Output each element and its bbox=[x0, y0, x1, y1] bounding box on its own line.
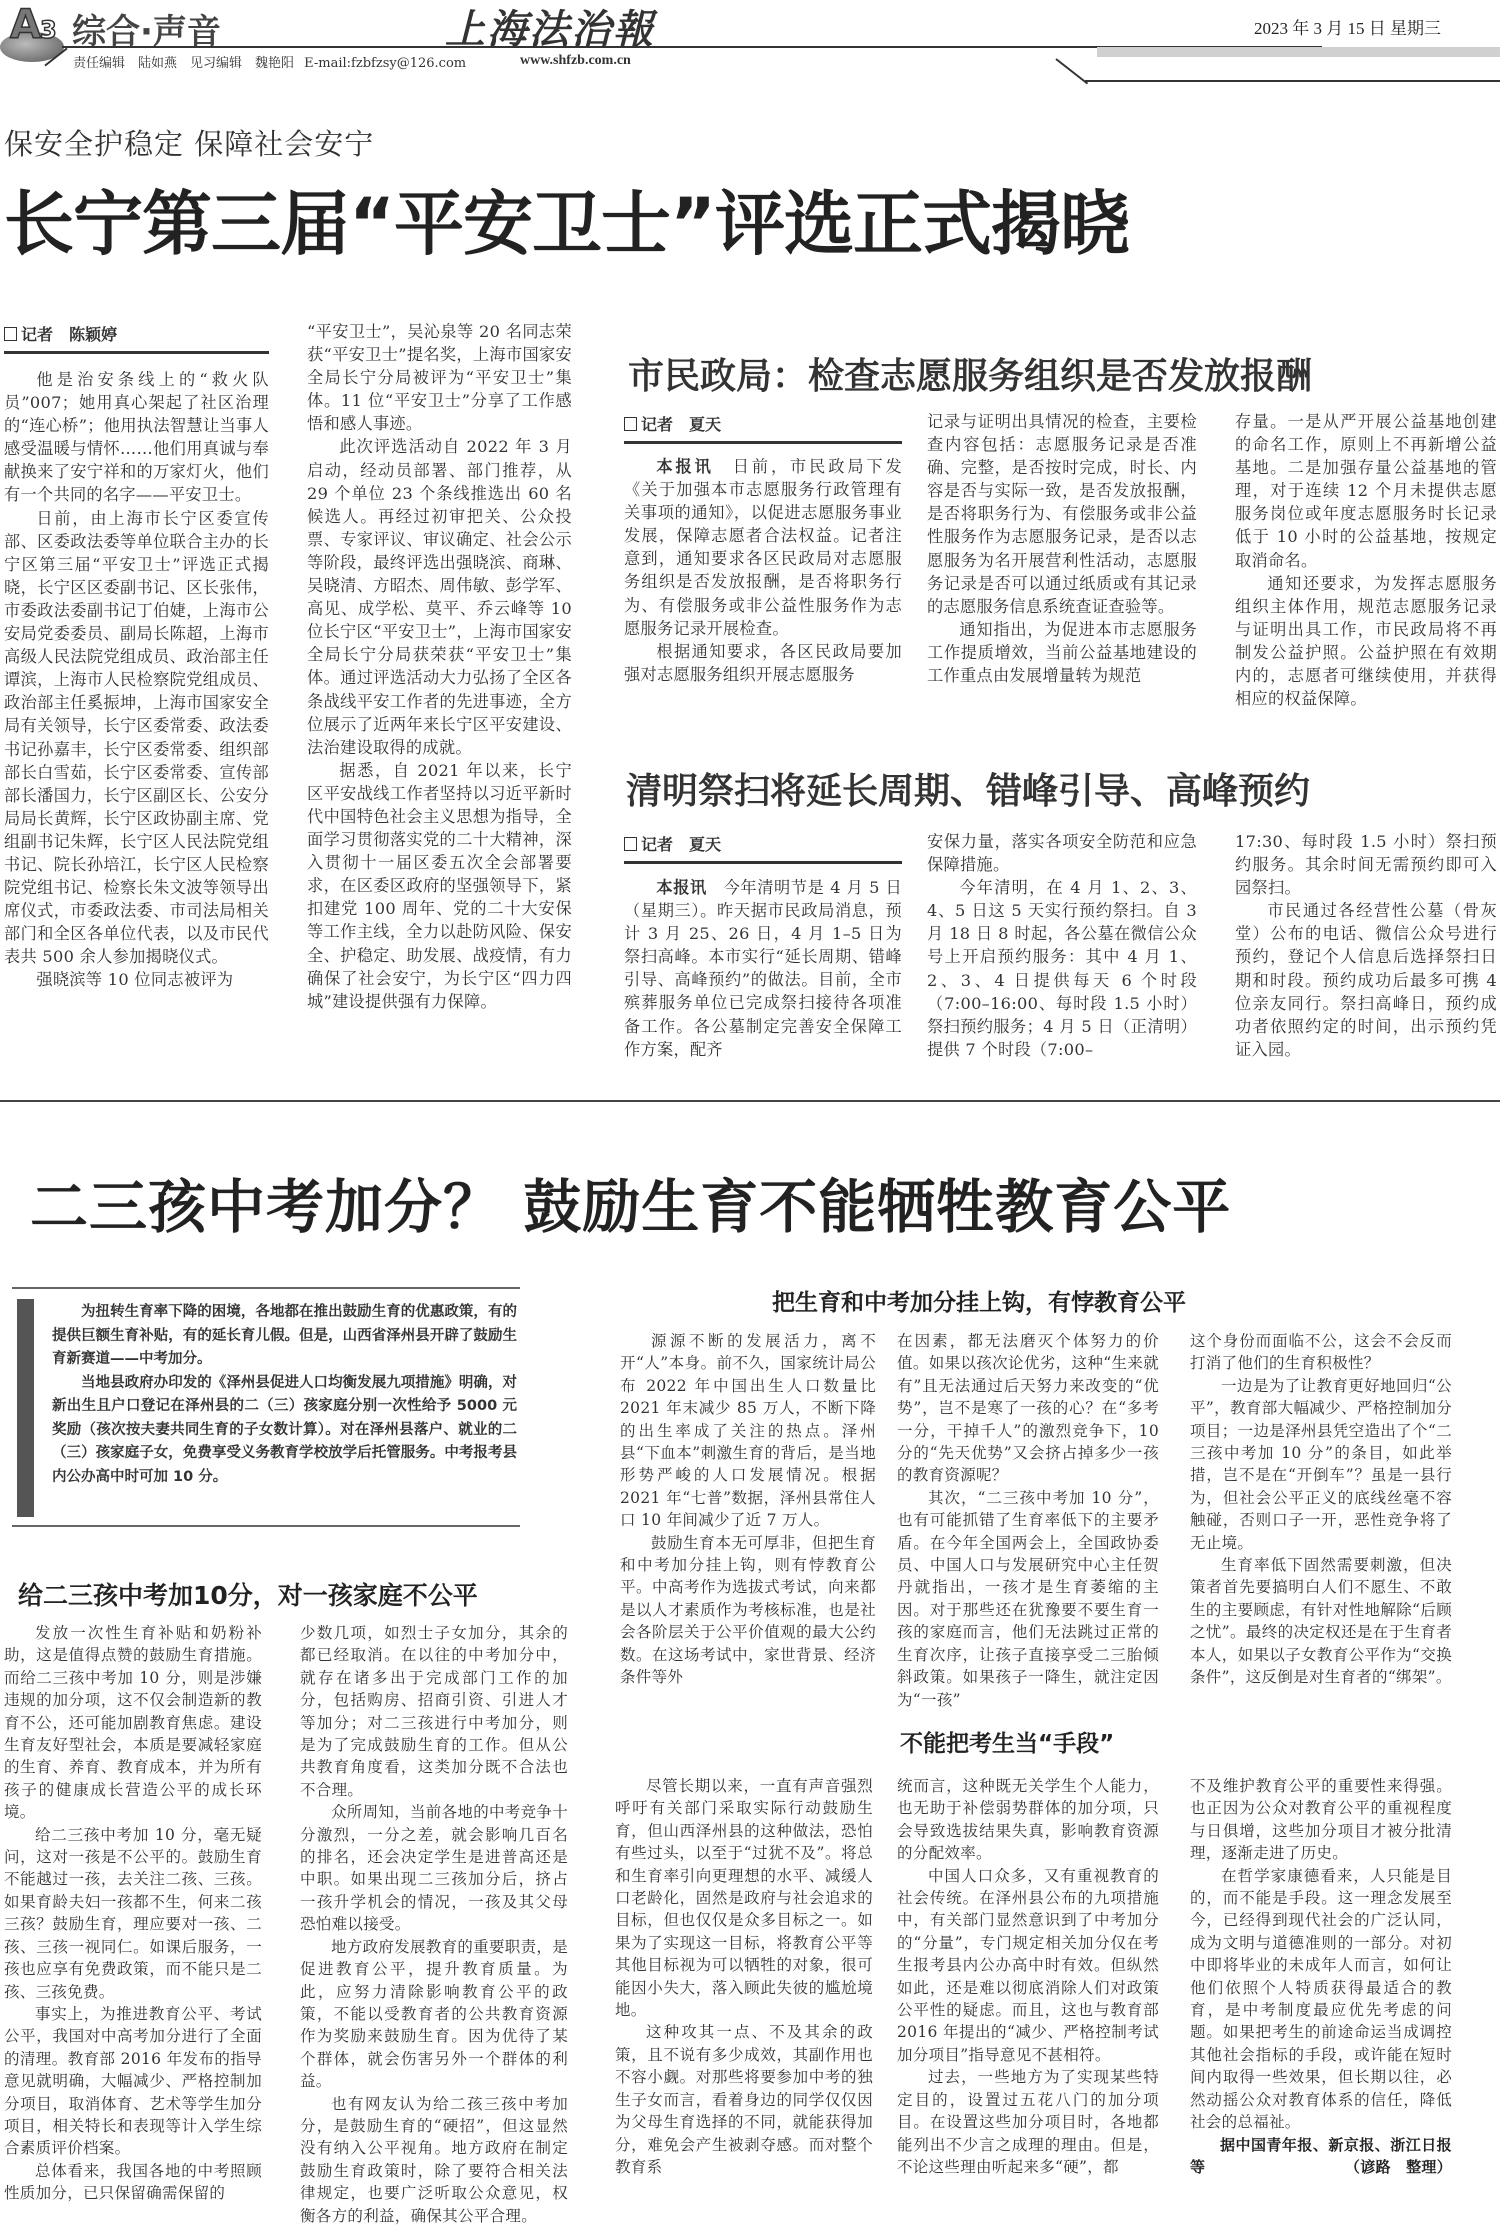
paragraph: 鼓励生育本无可厚非，但把生育和中考加分挂上钩，则有悖教育公平。中高考作为选拔式考试，向来都是以人才素质作为考核标准，也是社会各阶层关于公平价值观的最大公约数。在这场考试中，家世背景、经济条件等外 bbox=[620, 1533, 876, 1687]
issue-date: 2023 年 3 月 15 日 星期三 bbox=[1254, 19, 1441, 38]
paragraph: 通知还要求，为发挥志愿服务组织主体作用，规范志愿服务记录与证明出具工作，市民政局将不再制发公益护照。公益护照在有效期内的，志愿者可继续使用，并获得相应的权益保障。 bbox=[1235, 573, 1497, 709]
paragraph: “平安卫士”，吴沁泉等 20 名同志荣获“平安卫士”提名奖，上海市国家安全局长宁分局被评为“平安卫士”集体。11 位“平安卫士”分享了工作感悟和感人事迹。 bbox=[307, 322, 572, 434]
paragraph: 据悉，自 2021 年以来，长宁区平安战线工作者坚持以习近平新时代中国特色社会主义思想为指导，全面学习贯彻落实党的二十大精神，深入贯彻十一届区委五次全会部署要求，在区委区政府的坚强领导下，紧扣建党 100 周年、党的二十大安保等工作主线，全力以赴防风险、保安全、护稳定、助发展、战疫情，有力确保了社会安宁，为长宁区“四力四城”建设提供强有力保障。 bbox=[307, 760, 572, 1011]
paragraph: 通知指出，为促进本市志愿服务工作提质增效，当前公益基地建设的工作重点由发展增量转为规范 bbox=[927, 619, 1197, 686]
lead-tag: 本报讯 bbox=[656, 457, 714, 476]
paragraph: 地方政府发展教育的重要职责，是促进教育公平，提升教育质量。为此，应努力清除影响教育公平的政策，不能以受教育者的公共教育资源作为奖励来鼓励生育。因为优待了某个群体，就会伤害另外一个群体的利益。 bbox=[300, 1937, 569, 2091]
date-bar bbox=[1097, 47, 1500, 57]
byline-box-icon bbox=[624, 837, 637, 851]
paragraph: 在哲学家康德看来，人只能是目的，而不能是手段。这一理念发展至今，已经得到现代社会的广泛认同，成为文明与道德准则的一部分。对初中即将毕业的未成年人而言，如何让他们依照个人特质获得最适合的教育，是中考制度最应优先考虑的问题。如果把考生的前途命运当成调控其他社会指标的手段，或许能在短时间内取得一些效果，但长期以往，必然动摇公众对教育体系的信任，降低社会的总福祉。 bbox=[1190, 1866, 1452, 2132]
sub3-col-3 bbox=[1190, 1775, 1452, 2178]
email: E-mail:fzbfzsy@126.com bbox=[304, 56, 467, 71]
paragraph: 众所周知，当前各地的中考竞争十分激烈，一分之差，就会影响几百名的排名，还会决定学生是进普高还是中职。如果出现二三孩加分后，挤占一孩升学机会的情况，一孩及其父母恐怕难以接受。 bbox=[300, 1803, 569, 1934]
paragraph: 今年清明，在 4 月 1、2、3、4、5 日这 5 天实行预约祭扫。自 3 月 18 日 8 时起，各公墓在微信公众号上开启预约服务：其中 4 月 1、2、3、4 日提供每天 6 个时段（7:00–16:00、每时段 1.5 小时）祭扫预约服务；4 月 5 日（正清明）提供 7 个时段（7:00– bbox=[927, 878, 1197, 1059]
page-badge-letter: A bbox=[10, 2, 41, 48]
paragraph: 这种攻其一点、不及其余的政策，且不说有多少成效，其副作用也不容小觑。对那些将要参加中考的独生子女而言，看着身边的同学仅仅因为父母生育选择的不同，就能获得加分，难免会产生被剥夺感。而对整个教育系 bbox=[615, 2023, 873, 2176]
sub2-col-3 bbox=[1190, 1330, 1452, 1689]
lead-col-1 bbox=[4, 368, 269, 992]
lead-byline: 记者 陈颖婷 bbox=[4, 322, 269, 354]
paragraph: 存量。一是从严开展公益基地创建的命名工作，原则上不再新增公益基地。二是加强存量公益基地的管理，对于连续 12 个月未提供志愿服务岗位或年度志愿服务时长记录低于 10 小时的公益基地，按规定取消命名。 bbox=[1235, 412, 1497, 570]
page-badge-number: 3 bbox=[40, 16, 57, 44]
paragraph: 记录与证明出具情况的检查，主要检查内容包括：志愿服务记录是否准确、完整，是否按时完成，时长、内容是否与实际一致，是否发放报酬，是否将职务行为、有偿服务或非公益性服务作为志愿服务记录，是否以志愿服务为名开展营利性活动，志愿服务记录是否可以通过纸质或有其记录的志愿服务信息系统查证查验等。 bbox=[927, 412, 1197, 616]
paragraph: 生育率低下固然需要刺激，但决策者首先要搞明白人们不愿生、不敢生的主要顾虑，有针对性地解除“后顾之忧”。最终的决定权还是在于生育者本人，如果以子女教育公平作为“交换条件”，这反倒是对生育者的“绑架”。 bbox=[1190, 1556, 1452, 1687]
paragraph: 安保力量，落实各项安全防范和应急保障措施。 bbox=[927, 832, 1197, 875]
paragraph: 也有网友认为给二孩三孩中考加分，是鼓励生育的“硬招”，但这显然没有纳入公平视角。地方政府在制定鼓励生育政策时，除了要符合相关法律规定，也要广泛听取公众意见，权衡各方的利益，确保其公平合理。 bbox=[300, 2094, 568, 2225]
paragraph: 发放一次性生育补贴和奶粉补助，这是值得点赞的鼓励生育措施。而给二三孩中考加 10 分，则是涉嫌违规的加分项，这不仅会制造新的教育不公，还可能加剧教育焦虑。建设生育友好型社会，本质是要减轻家庭的生育、养育、教育成本，并为所有孩子的健康成长营造公平的成长环境。 bbox=[4, 1624, 262, 1822]
story2-byline: 记者 夏天 bbox=[624, 412, 902, 444]
source: 据中国青年报、新京报、浙江日报等 bbox=[1190, 2135, 1452, 2176]
paragraph: 根据通知要求，各区民政局要加强对志愿服务组织开展志愿服务 bbox=[624, 641, 902, 684]
editors: 责任编辑 陆如燕 见习编辑 魏艳阳 bbox=[73, 56, 295, 71]
paragraph: 此次评选活动自 2022 年 3 月启动，经动员部署、部门推荐，从 29 个单位 23 个条线推选出 60 名候选人。再经过初审把关、公众投票、专家评议、审议确定、社会公示等阶段，最终评选出强晓滨、商琳、吴晓清、方昭杰、周伟敏、彭学军、高见、成学松、莫平、乔云峰等 10 位长宁区“平安卫士”，上海市国家安全局长宁分局获荣获“平安卫士”集体。通过评选活动大力弘扬了全区各条战线平安工作者的先进事迹，全方位展示了近两年来长宁区平安建设、法治建设取得的成就。 bbox=[307, 437, 572, 757]
paragraph: 中国人口众多，又有重视教育的社会传统。在泽州县公布的九项措施中，有关部门显然意识到了中考加分的“分量”，专门规定相关加分仅在考生报考县内公办高中时有效。但纵然如此，还是难以彻底消除人们对政策公平性的疑虑。而且，这也与教育部 2016 年提出的“减少、严格控制考试加分项目”指导意见不甚相符。 bbox=[897, 1866, 1159, 2064]
sub3-title: 不能把考生当“手段” bbox=[900, 1731, 1115, 1757]
lead-headline: 长宁第三届“平安卫士”评选正式揭晓 bbox=[4, 183, 1130, 265]
paragraph: 这个身份而面临不公，这会不会反而打消了他们的生育积极性？ bbox=[1190, 1332, 1452, 1373]
story3-col-3 bbox=[1235, 830, 1497, 1061]
lead-tag: 本报讯 bbox=[656, 878, 707, 897]
paragraph: 过去，一些地方为了实现某些特定目的，设置过五花八门的加分项目。在设置这些加分项目时，各地都能列出不少言之成理的理由。但是，不论这些理由听起来多“硬”，都 bbox=[897, 2068, 1159, 2176]
paragraph: 本报讯 日前，市民政局下发《关于加强本市志愿服务行政管理有关事项的通知》，以促进志愿服务事业发展，保障志愿者合法权益。记者注意到，通知要求各区民政局对志愿服务组织是否发放报酬，是否将职务行为、有偿服务或非公益性服务作为志愿服务记录开展检查。 bbox=[624, 457, 902, 638]
editors-line bbox=[73, 52, 466, 71]
paragraph: 强晓滨等 10 位同志被评为 bbox=[36, 970, 234, 990]
sub2-title: 把生育和中考加分挂上钩，有悖教育公平 bbox=[772, 1290, 1186, 1316]
paragraph: 给二三孩中考加 10 分，毫无疑问，这对一孩是不公平的。鼓励生育不能越过一孩，去关注二孩、三孩。如果育龄夫妇一孩都不生，何来二孩三孩？鼓励生育，理应要对一孩、二孩、三孩一视同仁。如课后服务，一孩也应享有免费政策，而不能只是二孩、三孩免费。 bbox=[4, 1825, 262, 2001]
paragraph: 事实上，为推进教育公平、考试公平，我国对中高考加分进行了全面的清理。教育部 2016 年发布的指导意见就明确，大幅减少、严格控制加分项目，取消体育、艺术等学生加分项目，相关特长和表现等计入学生综合素质评价档案。 bbox=[4, 2004, 262, 2158]
paragraph: 源源不断的发展活力，离不开“人”本身。前不久，国家统计局公布 2022 年中国出生人口数量比 2021 年末减少 85 万人，不断下降的出生率成了关注的热点。泽州县“下血本”刺激生育的背后，是当地形势严峻的人口发展情况。根据 2021 年“七普”数据，泽州县常住人口 10 年间减少了近 7 万人。 bbox=[620, 1332, 876, 1530]
byline-box-icon bbox=[624, 417, 637, 431]
byline-box-icon bbox=[4, 327, 17, 341]
paragraph: 当地县政府办印发的《泽州县促进人口均衡发展九项措施》明确，对新出生且户口登记在泽州县的二（三）孩家庭分别一次性给予 5000 元奖励（孩次按夫妻共同生育的子女数计算）。对在泽州县落户、就业的二（三）孩家庭子女，免费享受义务教育学校放学后托管服务。中考报考县内公办高中时可加 10 分。 bbox=[52, 1374, 517, 1485]
story2-headline: 市民政局：检查志愿服务组织是否发放报酬 bbox=[628, 356, 1313, 397]
masthead-rule-right bbox=[1085, 80, 1500, 82]
story2-col-2 bbox=[927, 410, 1197, 687]
lead-col-2 bbox=[307, 320, 572, 1013]
paragraph: 不及维护教育公平的重要性来得强。也正因为公众对教育公平的重视程度与日俱增，这些加分项目才被分批清理，逐渐走进了历史。 bbox=[1190, 1777, 1452, 1863]
sub1-col-2 bbox=[300, 1622, 568, 2227]
sub2-col-1 bbox=[620, 1330, 876, 1689]
paragraph: 他是治安条线上的“救火队员”007；她用真心架起了社区治理的“连心桥”；他用执法智慧让当事人感受温暖与情怀……他们用真诚与奉献换来了安宁祥和的万家灯火，他们有一个共同的名字——平安卫士。 bbox=[4, 370, 269, 505]
paragraph: 总体看来，我国各地的中考照顾性质加分，已只保留确需保留的 bbox=[4, 2161, 262, 2203]
story3-col-1 bbox=[624, 876, 902, 1061]
story2-col-3 bbox=[1235, 410, 1497, 710]
paragraph: 在因素，都无法磨灭个体努力的价值。如果以孩次论优劣，这种“生来就有”且无法通过后天努力来改变的“优势”，岂不是寒了一孩的心？在“多考一分，干掉千人”的激烈竞争下，10 分的“先天优势”又会挤占掉多少一孩的教育资源呢？ bbox=[897, 1332, 1159, 1485]
paragraph: 日前，由上海市长宁区委宣传部、区委政法委等单位联合主办的长宁区第三届“平安卫士”评选正式揭晓，长宁区区委副书记、区长张伟，市委政法委副书记丁伯婕，上海市公安局党委委员、副局长陈超，上海市高级人民法院党组成员、政治部主任谭滨，上海市人民检察院党组成员、政治部主任奚振坤，上海市国家安全局有关领导，长宁区委常委、政法委书记孙嘉丰，长宁区委常委、组织部部长白雪茹，长宁区委常委、宣传部部长潘国力，长宁区副区长、公安分局局长黄辉，长宁区政协副主席、党组副书记朱辉，长宁区人民法院党组书记、院长孙培江，长宁区人民检察院党组书记、检察长朱文波等领导出席仪式，市委政法委、市司法局相关部门和全区各单位代表，以及市民代表共 500 余人参加揭晓仪式。 bbox=[4, 508, 269, 967]
intro-bar bbox=[17, 1299, 34, 1517]
paragraph: 一边是为了让教育更好地回归“公平”，教育部大幅减少、严格控制加分项目；一边是泽州县凭空造出了个“二三孩中考加 10 分”的条目，如此举措，岂不是在“开倒车”？虽是一县行为，但社会公平正义的底线丝毫不容触碰，否则口子一开，恶性竞争将了无止境。 bbox=[1190, 1376, 1452, 1552]
editor-credit: （谚路 整理） bbox=[1344, 2157, 1452, 2176]
lead-kicker: 保安全护稳定 保障社会安宁 bbox=[4, 127, 375, 161]
paragraph: 为扭转生育率下降的困境，各地都在推出鼓励生育的优惠政策，有的提供巨额生育补贴，有的延长育儿假。但是，山西省泽州县开辟了鼓励生育新赛道——中考加分。 bbox=[52, 1304, 517, 1367]
paragraph: 本报讯 今年清明节是 4 月 5 日（星期三）。昨天据市民政局消息，预计 3 月 25、26 日，4 月 1–5 日为祭扫高峰。本市实行“延长周期、错峰引导、高峰预约”的做法。目前，全市殡葬服务单位已完成祭扫接待各项准备工作。各公墓制定完善安全保障工作方案，配齐 bbox=[624, 878, 902, 1059]
paragraph: 市民通过各经营性公墓（骨灰堂）公布的电话、微信公众号进行预约，登记个人信息后选择祭扫日期和时段。预约成功后最多可携 4 位亲友同行。祭扫高峰日，预约成功者依照约定的时间，出示预约凭证入园。 bbox=[1235, 901, 1497, 1059]
website: www.shfzb.com.cn bbox=[520, 53, 631, 68]
newspaper-logo: 上海法治報 bbox=[445, 6, 655, 53]
paragraph: 其次，“二三孩中考加 10 分”，也有可能抓错了生育率低下的主要矛盾。在今年全国两会上，全国政协委员、中国人口与发展研究中心主任贺丹就指出，一孩才是生育萎缩的主因。对于那些还在犹豫要不要生育一孩的家庭而言，他们无法跳过正常的生育次序，让孩子直接享受二三胎倾斜政策。如果孩子一降生，就注定因为“一孩” bbox=[897, 1488, 1159, 1709]
sub3-col-2 bbox=[897, 1775, 1159, 2178]
feature-headline: 二三孩中考加分？ 鼓励生育不能牺牲教育公平 bbox=[30, 1173, 1232, 1241]
sub1-col-1 bbox=[4, 1622, 262, 2205]
section-title: 综合·声音 bbox=[72, 12, 221, 52]
story3-col-2 bbox=[927, 830, 1197, 1061]
story3-headline: 清明祭扫将延长周期、错峰引导、高峰预约 bbox=[626, 771, 1311, 812]
paragraph: 统而言，这种既无关学生个人能力，也无助于补偿弱势群体的加分项，只会导致选拔结果失真，影响教育资源的分配效率。 bbox=[897, 1777, 1159, 1863]
story2-col-1 bbox=[624, 455, 902, 686]
feature-intro bbox=[52, 1301, 517, 1489]
story3-byline: 记者 夏天 bbox=[624, 832, 902, 864]
paragraph: 少数几项，如烈士子女加分，其余的都已经取消。在以往的中考加分中，就存在诸多出于完成部门工作的加分，包括购房、招商引资、引进人才等加分；对二三孩进行中考加分，则是为了完成鼓励生育的工作。但从公共教育角度看，这类加分既不合法也不合理。 bbox=[300, 1624, 568, 1799]
feature-intro-box bbox=[12, 1287, 520, 1527]
source-credit bbox=[1190, 2134, 1452, 2179]
masthead-rule-slant-right bbox=[1055, 58, 1088, 84]
paragraph: 17:30、每时段 1.5 小时）祭扫预约服务。其余时间无需预约即可入园祭扫。 bbox=[1235, 832, 1497, 898]
sub2-col-2 bbox=[897, 1330, 1159, 1711]
sub3-col-1 bbox=[615, 1775, 873, 2178]
paragraph: 尽管长期以来，一直有声音强烈呼吁有关部门采取实际行动鼓励生育，但山西泽州县的这种做法，恐怕有些过头，以至于“过犹不及”。将总和生育率引向更理想的水平、减缓人口老龄化，固然是政府与社会追求的目标，但也仅仅是众多目标之一。如果为了实现这一目标，将教育公平等其他目标视为可以牺牲的对象，很可能因小失大，落入顾此失彼的尴尬境地。 bbox=[615, 1777, 873, 2020]
section-divider bbox=[0, 1100, 1500, 1102]
sub1-title: 给二三孩中考加10分，对一孩家庭不公平 bbox=[18, 1581, 478, 1610]
